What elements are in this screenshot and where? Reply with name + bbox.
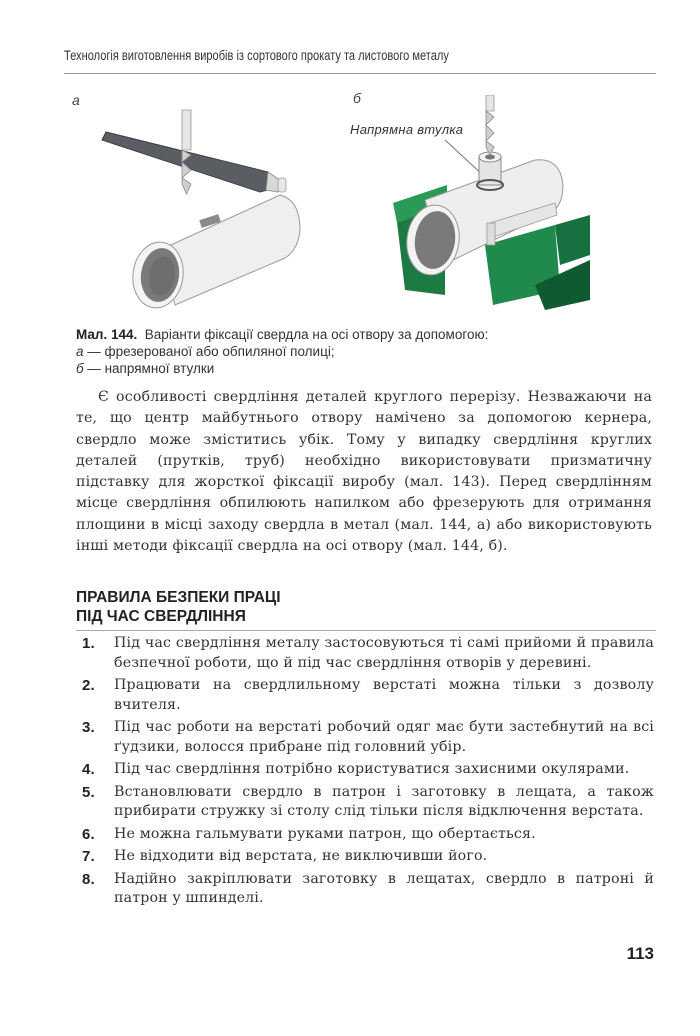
caption-item-b-text: — напрямної втулки [83, 361, 215, 376]
rule-text: Під час свердління металу застосовуються ті самі прийоми й правила безпечної роботи, що й під час свердління отворів у деревині. [114, 635, 654, 671]
guide-bushing-callout: Напрямна втулка [350, 122, 464, 137]
rule-text: Працювати на свердлильному верстаті можна тільки з дозволу вчителя. [114, 677, 654, 713]
rule-text: Не відходити від верстата, не виключивши його. [114, 848, 488, 864]
drill-bit-icon [486, 95, 494, 155]
figure-b-guide-bushing-illustration [385, 95, 605, 310]
page-number: 113 [626, 944, 654, 963]
safety-rule [76, 847, 654, 867]
section-title-line-1: ПРАВИЛА БЕЗПЕКИ ПРАЦІ [76, 589, 281, 606]
section-title [76, 588, 281, 626]
figure-b-label: б [353, 90, 361, 106]
rule-number: 1. [82, 635, 95, 652]
caption-item-a-text: — фрезерованої або обпиляної полиці; [83, 344, 335, 359]
header-divider [64, 73, 656, 74]
safety-rule [76, 634, 654, 673]
pipe-icon [129, 195, 300, 310]
safety-rule [76, 783, 654, 822]
body-paragraph: Є особливості свердління деталей круглого перерізу. Незважаючи на те, що центр майбутнього отвору намічено за допомогою кернера, свердло може зміститись убік. Тому у випадку свердління круглих деталей (прутків, труб) необхідно використовувати призматичну підставку для жорсткої фіксації виробу (мал. 143). Перед свердлінням місце свердління обпилюють напилком або фрезерують для отримання площини в місці заходу свердла в метал (мал. 144, а) або використовують інші методи фіксації свердла на осі отвору (мал. 144, б). [76, 389, 652, 555]
safety-rules-list [76, 634, 654, 912]
rule-number: 3. [82, 719, 95, 736]
rule-number: 7. [82, 848, 95, 865]
section-title-line-2: ПІД ЧАС СВЕРДЛІННЯ [76, 608, 246, 625]
safety-rule [76, 825, 654, 845]
rule-text: Під час свердління потрібно користуватися захисними окулярами. [114, 761, 630, 777]
safety-rule [76, 676, 654, 715]
rule-text: Надійно закріплювати заготовку в лещатах, свердло в патроні й патрон у шпинделі. [114, 870, 654, 906]
caption-number: Мал. 144. [76, 327, 138, 342]
safety-rule [76, 760, 654, 780]
body-text [76, 387, 652, 557]
safety-rule [76, 870, 654, 909]
rule-number: 4. [82, 761, 95, 778]
rule-number: 5. [82, 783, 95, 801]
caption-text: Варіанти фіксації свердла на осі отвору за допомогою: [144, 327, 489, 342]
figure-caption [76, 326, 488, 377]
safety-rule [76, 718, 654, 757]
caption-item-b-letter: б [76, 361, 84, 376]
file-tool-icon [102, 132, 286, 192]
guide-bushing-icon [477, 152, 503, 190]
rule-text: Під час роботи на верстаті робочий одяг має бути застебнутий на всі ґудзики, волосся прибране під головний убір. [114, 719, 654, 755]
section-divider [76, 630, 656, 631]
rule-text: Не можна гальмувати руками патрон, що обертається. [114, 825, 536, 842]
rule-number: 6. [82, 825, 95, 843]
rule-number: 2. [82, 677, 95, 694]
figure-a-label: а [72, 92, 80, 108]
figure-a-file-and-pipe-illustration [100, 100, 340, 310]
caption-item-a-letter: а [76, 344, 84, 359]
rule-text: Встановлювати свердло в патрон і заготовку в лещата, а також прибирати стружку зі столу слід тільки після відключення верстата. [114, 783, 654, 819]
rule-number: 8. [82, 870, 95, 888]
running-header: Технологія виготовлення виробів із сортового прокату та листового металу [64, 48, 449, 63]
